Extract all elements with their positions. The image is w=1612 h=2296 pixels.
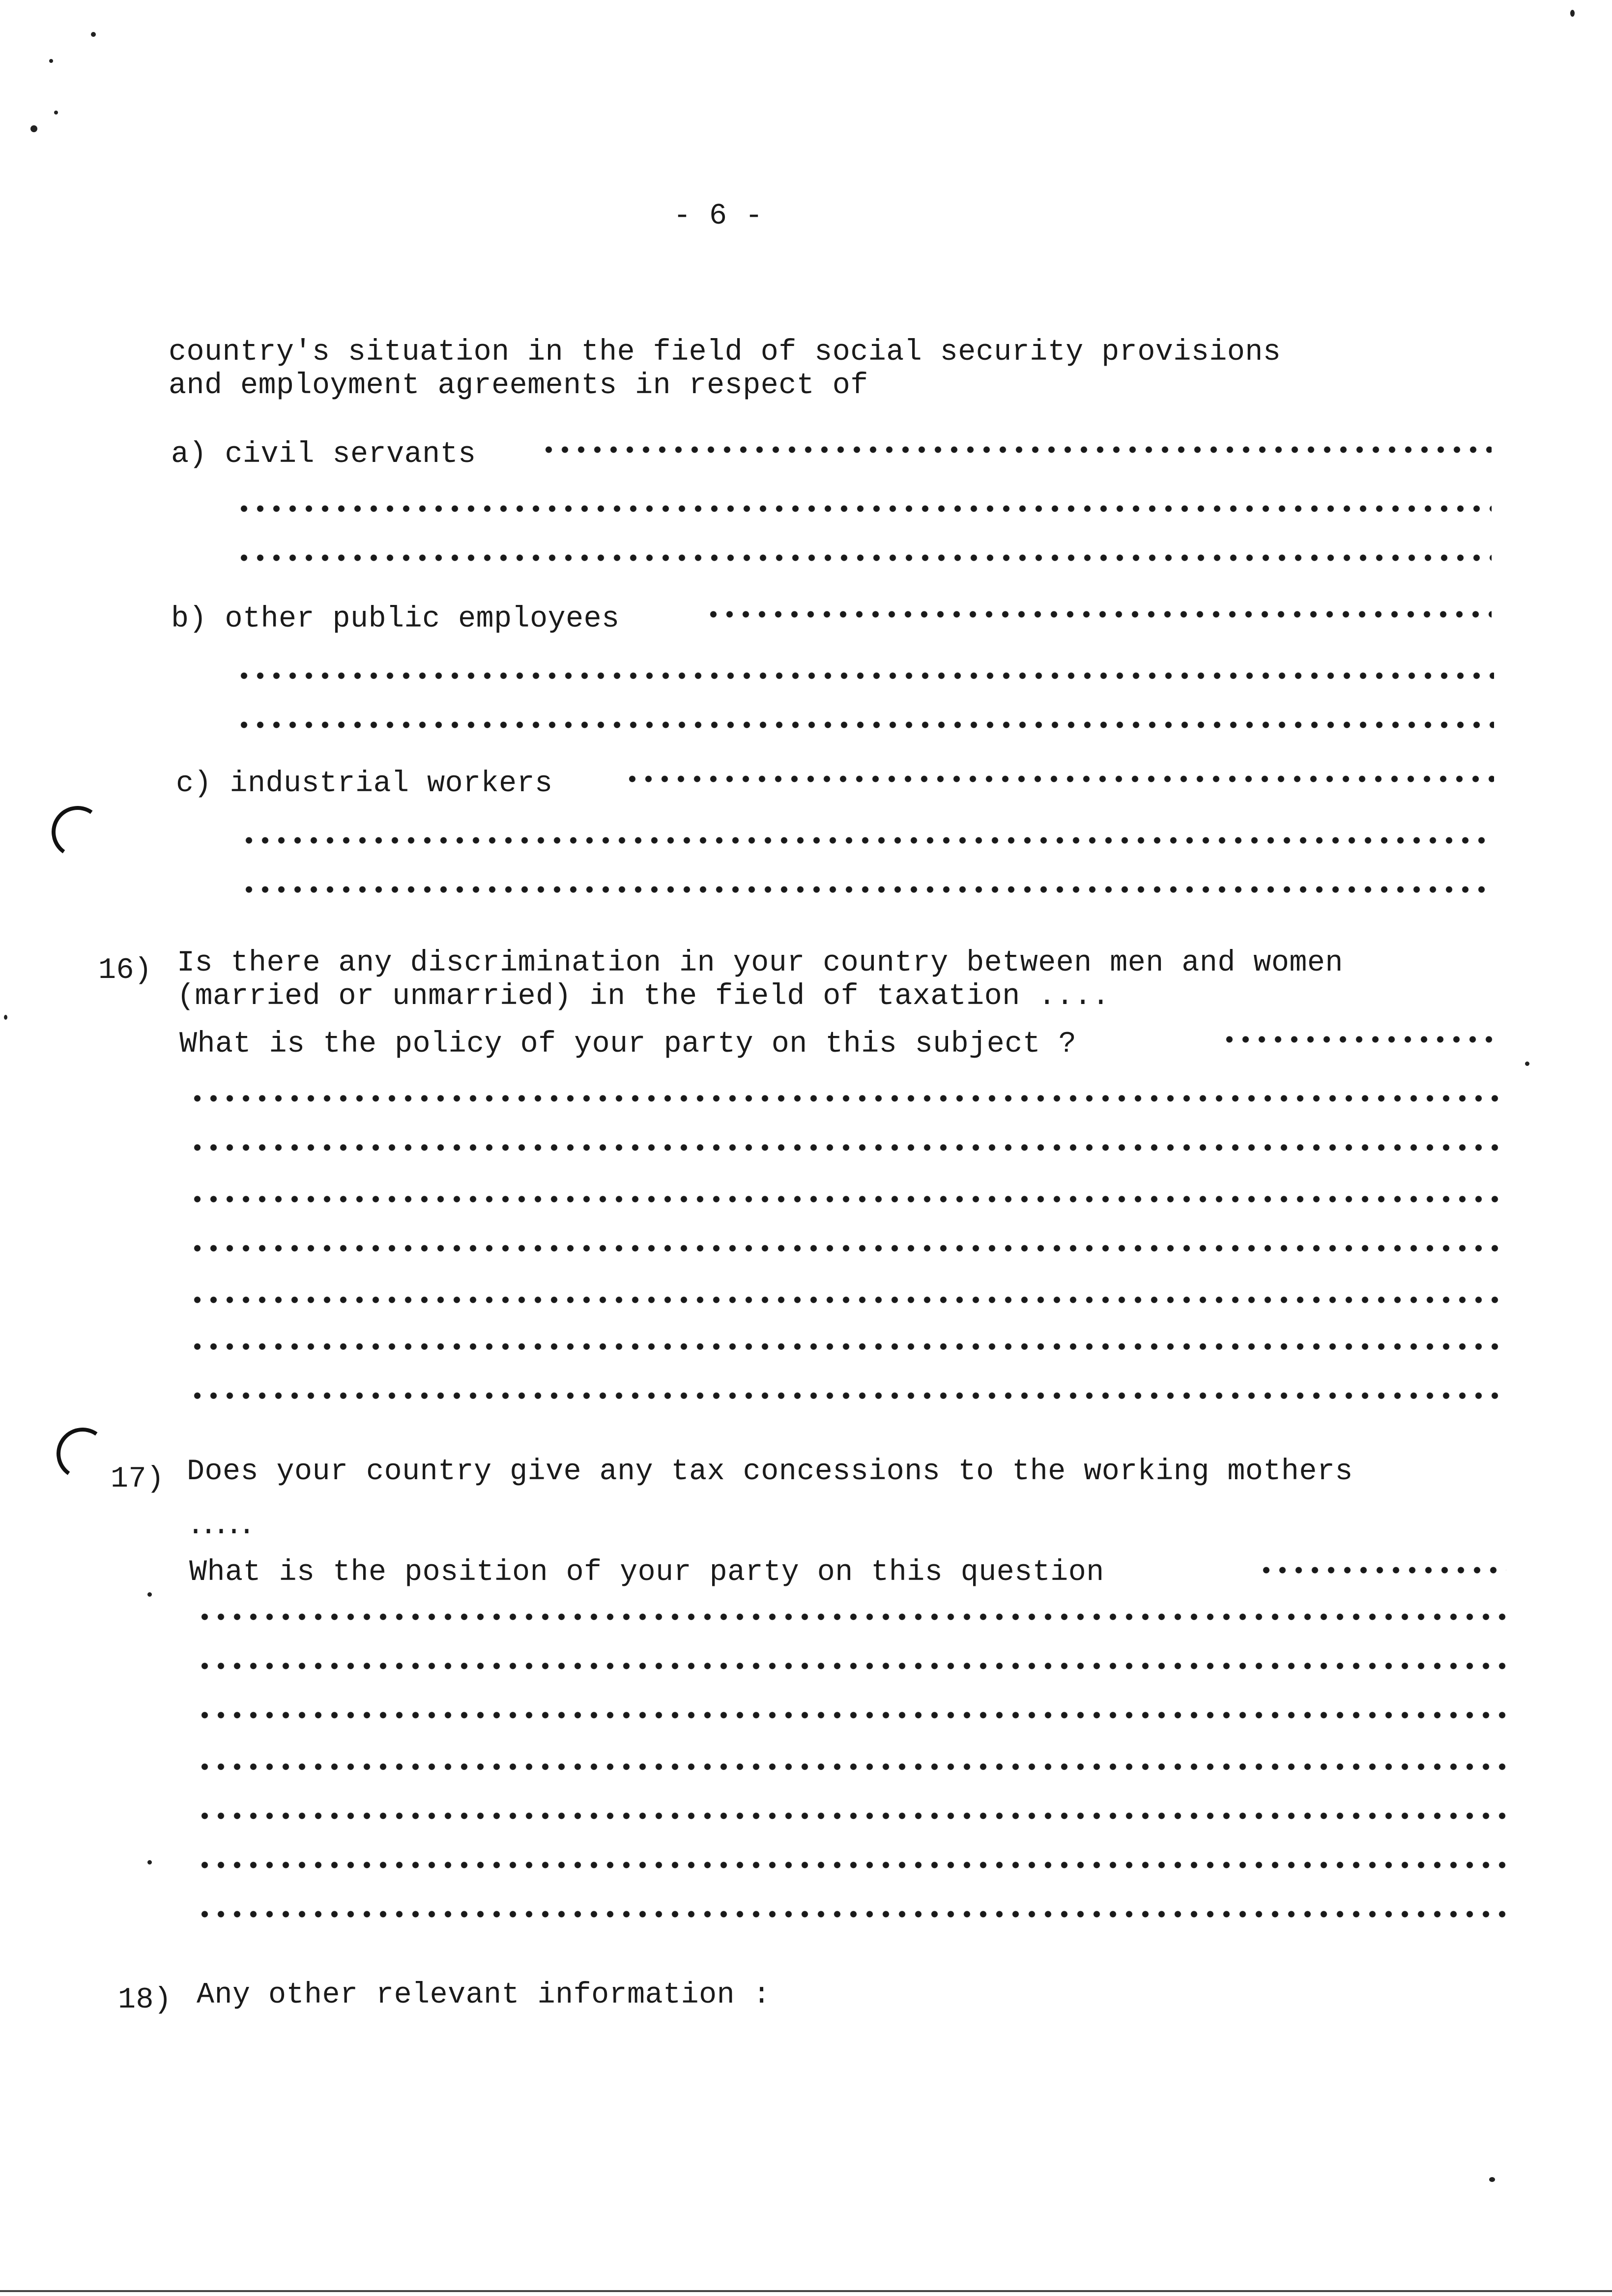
question-16-number: 16): [98, 954, 152, 987]
answer-line-b-2: [236, 671, 1494, 681]
intro-line-1: country's situation in the field of social security provisions: [169, 336, 1281, 369]
question-17-line-2: .....: [187, 1509, 251, 1543]
answer-line-a-3: [236, 553, 1492, 563]
question-16-line-1: Is there any discrimination in your country between men and women: [177, 947, 1343, 980]
question-18-label: Any other relevant information :: [197, 1979, 771, 2012]
item-c-label: c) industrial workers: [176, 767, 553, 801]
scan-bottom-edge: [0, 2290, 1612, 2292]
answer-line-17-1: [197, 1612, 1509, 1622]
answer-line-a-2: [236, 504, 1492, 514]
answer-line-16-0: [1221, 1034, 1501, 1044]
scan-speck: [49, 59, 53, 63]
scan-speck: [30, 125, 37, 132]
scan-speck: [4, 1015, 7, 1020]
answer-line-c-1: [624, 774, 1494, 784]
scan-speck: [54, 111, 58, 115]
answer-line-17-0: [1258, 1565, 1506, 1575]
scan-speck: [1570, 10, 1575, 17]
answer-line-16-3: [189, 1194, 1506, 1204]
item-a-label: a) civil servants: [171, 438, 476, 471]
answer-line-17-6: [197, 1860, 1509, 1870]
question-17-position-prompt: What is the position of your party on this question: [189, 1556, 1104, 1589]
scan-speck: [147, 1592, 152, 1597]
hole-punch-mark: [53, 1424, 113, 1484]
question-17-line-1: Does your country give any tax concessions to the working mothers: [187, 1455, 1353, 1489]
intro-line-2: and employment agreements in respect of: [169, 369, 868, 402]
hole-punch-mark: [48, 802, 108, 862]
page-number: - 6 -: [673, 200, 763, 233]
answer-line-16-1: [189, 1093, 1501, 1103]
scan-speck: [1489, 2177, 1495, 2182]
question-18-number: 18): [118, 1983, 172, 2017]
question-16-line-2: (married or unmarried) in the field of taxation ....: [177, 980, 1110, 1013]
answer-line-17-7: [197, 1909, 1509, 1919]
answer-line-17-2: [197, 1661, 1509, 1671]
answer-line-c-3: [241, 885, 1494, 894]
answer-line-c-2: [241, 835, 1494, 845]
scan-speck: [91, 32, 96, 37]
scan-speck: [1525, 1062, 1529, 1066]
answer-line-b-1: [705, 609, 1492, 619]
answer-line-16-5: [189, 1295, 1506, 1305]
answer-line-17-4: [197, 1762, 1509, 1772]
question-17-number: 17): [111, 1463, 165, 1496]
item-b-label: b) other public employees: [171, 603, 620, 636]
answer-line-16-2: [189, 1143, 1506, 1152]
answer-line-17-3: [197, 1710, 1509, 1720]
answer-line-16-4: [189, 1243, 1506, 1253]
answer-line-a-1: [541, 445, 1492, 455]
answer-line-16-6: [189, 1342, 1506, 1351]
answer-line-17-5: [197, 1811, 1509, 1821]
question-16-policy-prompt: What is the policy of your party on this subject ?: [179, 1028, 1077, 1061]
answer-line-16-7: [189, 1391, 1506, 1401]
scan-speck: [147, 1860, 152, 1865]
answer-line-b-3: [236, 720, 1494, 730]
